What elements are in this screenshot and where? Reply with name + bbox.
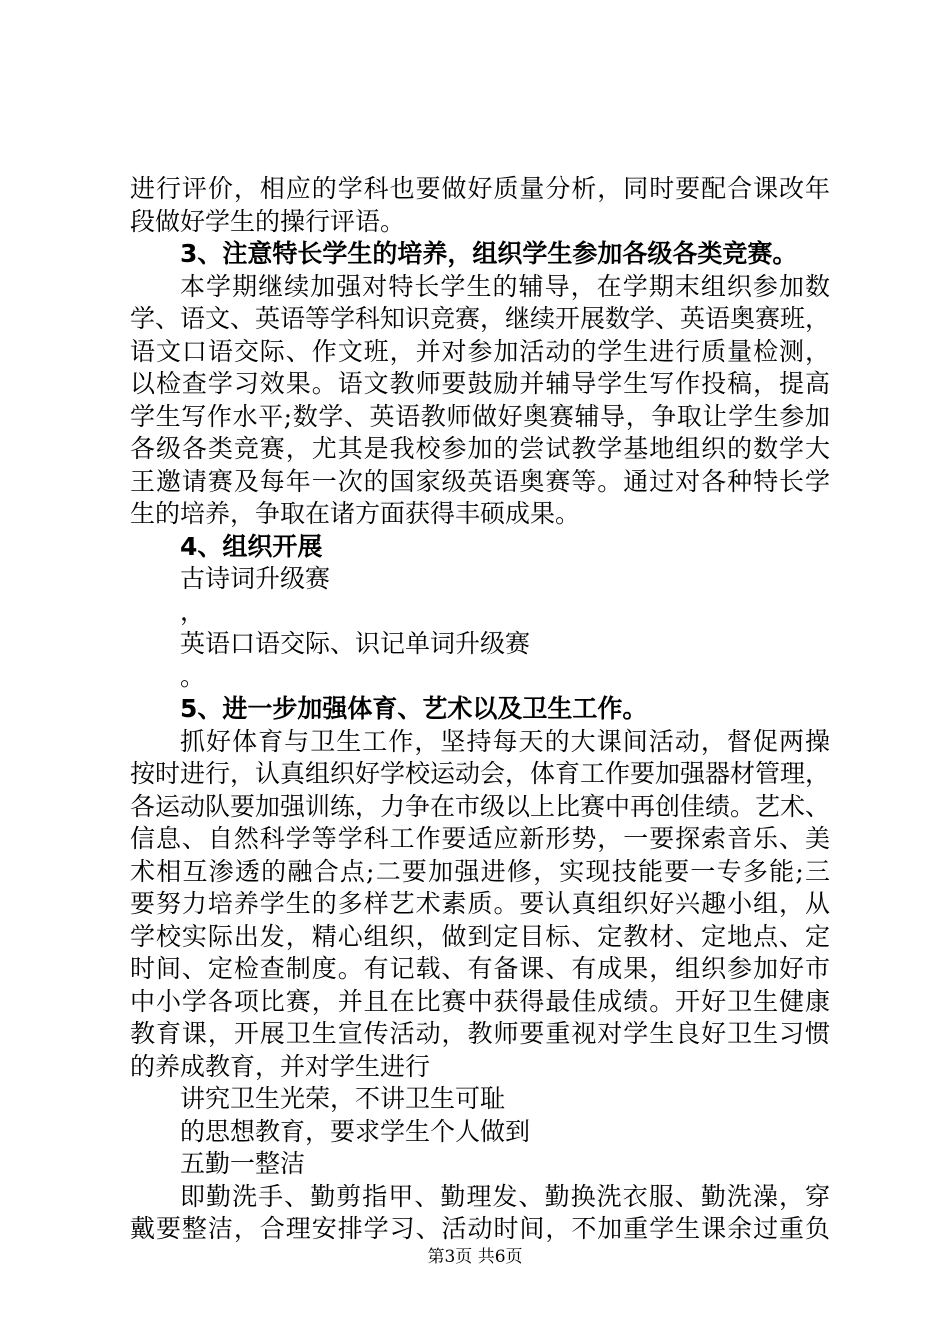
text-line: 王邀请赛及每年一次的国家级英语奥赛等。通过对各种特长学 — [130, 466, 830, 496]
text-line: 英语口语交际、识记单词升级赛 — [180, 629, 531, 658]
text-line: 以检查学习效果。语文教师要鼓励并辅导学生写作投稿，提高 — [130, 369, 830, 398]
section-heading: 3、注意特长学生的培养，组织学生参加各级各类竞赛。 — [180, 239, 798, 268]
text-line: 要努力培养学生的多样艺术素质。要认真组织好兴趣小组，从 — [130, 889, 830, 918]
text-line: 教育课，开展卫生宣传活动，教师要重视对学生良好卫生习惯 — [130, 1019, 830, 1048]
text-line: 信息、自然科学等学科工作要适应新形势，一要探索音乐、美 — [130, 824, 830, 853]
text-line: 各级各类竞赛，尤其是我校参加的尝试教学基地组织的数学大 — [130, 434, 830, 463]
text-line: 五勤一整洁 — [180, 1149, 306, 1178]
document-body — [130, 173, 830, 1246]
text-line: 戴要整洁，合理安排学习、活动时间，不加重学生课余过重负 — [130, 1214, 830, 1243]
text-line: 学、语文、英语等学科知识竞赛，继续开展数学、英语奥赛班， — [130, 304, 831, 333]
text-line: 讲究卫生光荣，不讲卫生可耻 — [180, 1084, 506, 1113]
text-line: 语文口语交际、作文班，并对参加活动的学生进行质量检测， — [130, 336, 830, 366]
section-heading: 4、组织开展 — [180, 531, 323, 561]
text-line: 中小学各项比赛，并且在比赛中获得最佳成绩。开好卫生健康 — [130, 986, 830, 1016]
text-line: 即勤洗手、勤剪指甲、勤理发、勤换洗衣服、勤洗澡，穿 — [180, 1181, 830, 1211]
section-heading: 5、进一步加强体育、艺术以及卫生工作。 — [180, 694, 648, 723]
text-line: 本学期继续加强对特长学生的辅导，在学期末组织参加数 — [180, 271, 830, 301]
text-line: 抓好体育与卫生工作，坚持每天的大课间活动，督促两操 — [180, 726, 830, 756]
text-line: 生的培养，争取在诸方面获得丰硕成果。 — [130, 499, 581, 528]
text-line: 学生写作水平;数学、英语教师做好奥赛辅导，争取让学生参加 — [130, 401, 830, 431]
text-line: 按时进行，认真组织好学校运动会，体育工作要加强器材管理， — [130, 759, 831, 788]
text-line: 进行评价，相应的学科也要做好质量分析，同时要配合课改年 — [130, 174, 830, 203]
text-line: ， — [180, 596, 206, 626]
text-line: 时间、定检查制度。有记载、有备课、有成果，组织参加好市 — [130, 954, 830, 983]
text-line: 各运动队要加强训练，力争在市级以上比赛中再创佳绩。艺术、 — [130, 791, 831, 821]
text-line: 的养成教育，并对学生进行 — [130, 1051, 431, 1081]
text-line: 的思想教育，要求学生个人做到 — [180, 1116, 531, 1146]
text-line: 段做好学生的操行评语。 — [130, 206, 406, 236]
page-footer: 第3页 共6页 — [427, 1247, 523, 1267]
text-line: 。 — [180, 661, 206, 691]
text-line: 古诗词升级赛 — [180, 564, 331, 593]
text-line: 学校实际出发，精心组织，做到定目标、定教材、定地点、定 — [130, 921, 830, 951]
text-line: 术相互渗透的融合点;二要加强进修，实现技能要一专多能;三 — [130, 856, 830, 886]
